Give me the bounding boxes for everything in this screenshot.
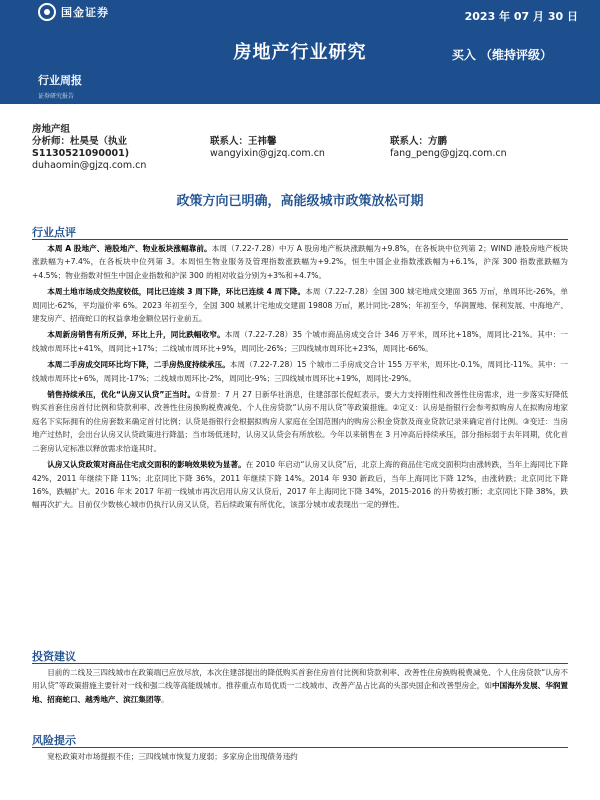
logo-text: 国金证券 [61,6,109,19]
paragraph-text: 目前的二线及三四线城市在政策端已应放尽放，本次住建部提出的降低购买首套住房首付比例和贷款利率、改善性住房换购税费减免、个人住房贷款“认房不用认贷”等政策措施主要针对一线和强二线等高能级城市。推荐重点布局优质一二线城市、改善产品占比高的头部央国企和改善型房企，如 [32,668,568,691]
paragraph [32,388,568,455]
paragraph-lead: 本周 A 股地产、港股地产、物业板块涨幅靠前。 [47,244,212,253]
company-logo [38,3,109,21]
contact-name: 联系人：方鹏 [390,136,448,147]
contact-name: 联系人：王祎馨 [210,136,277,147]
paragraph-text: 在 2010 年启动“认房又认贷”后，北京上海的商品住宅成交面积均由涨转跌，当年上海同比下降 42%，2011 年继续下降 11%；北京同比下降 36%，2011 年继续下降 14%。2014 年 930 新政后，当年上海同比下降 12%，由涨转跌；北京同比下降 16%，跌幅扩大。2016 年末 2017 年初一线城市再次启用认房又认贷后，2017 年上海同比下降 34%，2015-2016 的升势被打断；北京同比下降 38%，跌幅再次扩大。目前仅少数核心城市仍执行认房又认贷，若后续政策有所优化，该部分城市或表现出一定的弹性。 [32,460,568,510]
divider [32,747,568,748]
paragraph-text: 本周（7.22-7.28）35 个城市商品房成交合计 346 万平米，周环比+18%，周同比-21%。其中：一线城市周环比+41%，周同比+17%；二线城市周环比+9%，周同比-26%；三四线城市周环比+23%，周同比-66%。 [32,330,568,353]
paragraph-lead: 销售持续承压，优化“认房又认贷”正当时。 [47,390,195,400]
paragraph [32,285,568,325]
paragraph-text: ①背景：7 月 27 日新华社消息，住建部部长倪虹表示，要大力支持刚性和改善性住房需求，进一步落实好降低购买首套住房首付比例和贷款利率、改善性住房换购税费减免、个人住房贷款“认房不用认贷”等政策措施。②定义：认房是指银行会参考拟购房人在拟购房地家庭名下实际拥有的住房套数来确定首付比例；认贷是指银行会根据拟购房人家庭在全国范围内的购房公积金贷款及商业贷款记录来确定首付比例。③变迁：当房地产过热时，会出台认房又认贷政策进行降温；当市场低迷时，认房又认贷会有所放松。今年以来销售在 3 月冲高后持续承压，部分指标弱于去年同期，优化首二套房认定标准以释放需求恰逢其时。 [32,390,568,453]
team-name: 房地产组 [32,124,71,135]
logo-icon [38,3,56,21]
divider [32,239,568,240]
paragraph-text: 本周（7.22-7.28）全国 300 城宅地成交建面 365 万㎡，单周环比-26%，单周同比-62%，平均溢价率 6%。2023 年初至今，全国 300 城累计宅地成交建面 19808 万㎡，累计同比-28%；年初至今，华润置地、保利发展、中海地产、建发房产、招商蛇口的权益拿地金额位居行业前五。 [32,287,568,324]
paragraph [32,328,568,355]
author-block [32,124,572,171]
paragraph-text: 本周（7.22-7.28）15 个城市二手房成交合计 155 万平米，周环比-0.1%，周同比-11%。其中：一线城市周环比+6%，周同比-17%；二线城市周环比-2%，周同比-9%；三四线城市周环比+19%，周同比-29%。 [32,360,568,383]
header-banner [0,0,600,104]
risk-warning [32,750,568,766]
rating-badge: 买入 （维持评级） [451,48,552,62]
paragraph-text: 本周（7.22-7.28）中万 A 股房地产板块涨跌幅为+9.8%，在各板块中位列第 2；WIND 港股房地产板块涨跌幅为+7.4%，在各板块中位列第 3。本周恒生物业服务及管理指数涨跌幅为+9.2%，恒生中国企业指数涨跌幅为+6.1%，沪深 300 指数涨跌幅为+4.5%；物业指数对恒生中国企业指数和沪深 300 的相对收益分别为+3%和+4.7%。 [32,244,568,280]
paragraph-lead: 本周土地市场成交热度较低，同比已连续 3 周下降，环比已连续 4 周下降。 [47,287,306,297]
report-subtype: 证券研究报告 [38,93,75,100]
section-heading: 风险提示 [32,734,76,747]
divider [32,663,568,664]
report-title: 房地产行业研究 [233,42,367,63]
paragraph-lead: 认房又认贷政策对商品住宅成交面积的影响效果较为显著。 [47,460,246,470]
industry-commentary [32,242,568,515]
paragraph-text: 。 [161,694,169,704]
contact-email: fang_peng@gjzq.com.cn [390,148,507,159]
recommended-stocks: 中国海外发展、华润置地、招商蛇口、越秀地产、滨江集团等 [32,681,569,704]
paragraph [32,358,568,385]
investment-advice [32,666,568,709]
paragraph-lead: 本周新房销售有所反弹，环比上升，同比跌幅收窄。 [47,330,225,340]
paragraph [32,666,568,706]
paragraph [32,750,568,763]
report-date: 2023 年 07 月 30 日 [464,10,578,23]
analyst-cert: S1130521090001) [32,148,130,159]
paragraph-text: 宽松政策对市场提振不佳；三四线城市恢复力度弱；多家房企出现债务违约 [47,752,298,761]
paragraph [32,242,568,282]
paragraph [32,458,568,512]
paragraph-lead: 本周二手房成交同环比均下降，二手房热度持续承压。 [47,360,230,370]
section-heading: 投资建议 [32,650,76,663]
section-heading: 行业点评 [32,226,76,239]
analyst-name: 分析师：杜昊旻（执业 [32,136,128,147]
headline: 政策方向已明确，高能级城市政策放松可期 [176,194,424,209]
analyst-email: duhaomin@gjzq.com.cn [32,160,147,171]
contact-email: wangyixin@gjzq.com.cn [210,148,325,159]
report-type: 行业周报 [38,74,82,87]
